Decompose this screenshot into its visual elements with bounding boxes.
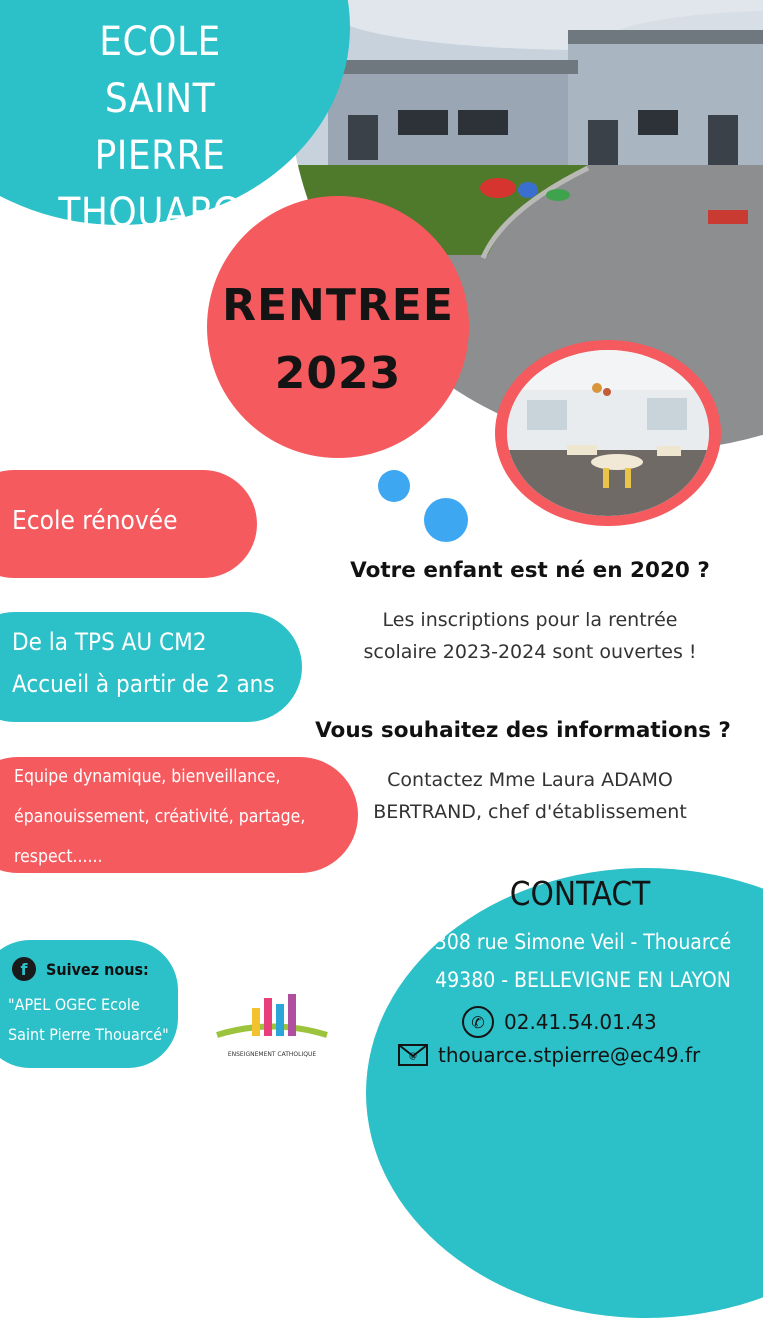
decorative-dot-small (378, 470, 410, 502)
social-page-line1: "APEL OGEC Ecole (8, 995, 140, 1014)
logo-text: ENSEIGNEMENT CATHOLIQUE (227, 1051, 317, 1058)
rentree-word: RENTREE (222, 280, 454, 331)
decorative-dot-large (424, 498, 468, 542)
facebook-icon[interactable]: f (12, 957, 36, 981)
school-name-line1: ECOLE (99, 19, 221, 65)
contact-address-city: 49380 - BELLEVIGNE EN LAYON (435, 968, 731, 992)
contact-address-street: 308 rue Simone Veil - Thouarcé (434, 930, 732, 954)
info-question: Vous souhaitez des informations ? (315, 718, 731, 743)
social-page-line2: Saint Pierre Thouarcé" (8, 1025, 169, 1044)
inscription-question: Votre enfant est né en 2020 ? (350, 558, 710, 583)
email-icon (398, 1044, 428, 1066)
renovated-pill (0, 470, 257, 578)
inscription-text (300, 604, 760, 668)
social-header[interactable] (12, 957, 149, 981)
social-label: Suivez nous: (46, 959, 149, 979)
contact-email-row[interactable] (398, 1038, 700, 1072)
info-line2: BERTRAND, chef d'établissement (373, 801, 687, 823)
levels-line1: De la TPS AU CM2 (12, 628, 207, 656)
enseignement-catholique-logo (212, 990, 332, 1062)
school-name-line2: SAINT PIERRE (94, 76, 226, 179)
inscription-line2: scolaire 2023-2024 sont ouvertes ! (363, 641, 697, 663)
values-line3: respect...... (14, 847, 103, 867)
info-text (300, 764, 760, 828)
contact-phone-row[interactable] (462, 1005, 657, 1039)
contact-email[interactable]: thouarce.stpierre@ec49.fr (438, 1043, 701, 1067)
info-line1: Contactez Mme Laura ADAMO (387, 769, 673, 791)
svg-text:@: @ (409, 1051, 417, 1060)
phone-icon: ✆ (462, 1006, 494, 1038)
renovated-text: Ecole rénovée (12, 506, 178, 536)
values-line2: épanouissement, créativité, partage, (14, 807, 306, 827)
levels-line2: Accueil à partir de 2 ans (12, 670, 275, 698)
levels-pill (0, 612, 302, 722)
social-page-name (8, 990, 178, 1050)
school-name-line3: THOUARCE (58, 190, 262, 236)
values-line1: Equipe dynamique, bienveillance, (14, 767, 281, 787)
school-name (40, 14, 280, 242)
classroom-photo-frame (495, 340, 721, 526)
contact-title: CONTACT (509, 874, 651, 913)
inscription-line1: Les inscriptions pour la rentrée (382, 609, 678, 631)
contact-phone[interactable]: 02.41.54.01.43 (504, 1010, 657, 1034)
classroom-photo (507, 350, 709, 516)
rentree-year: 2023 (274, 348, 402, 399)
rentree-heading (207, 272, 469, 408)
